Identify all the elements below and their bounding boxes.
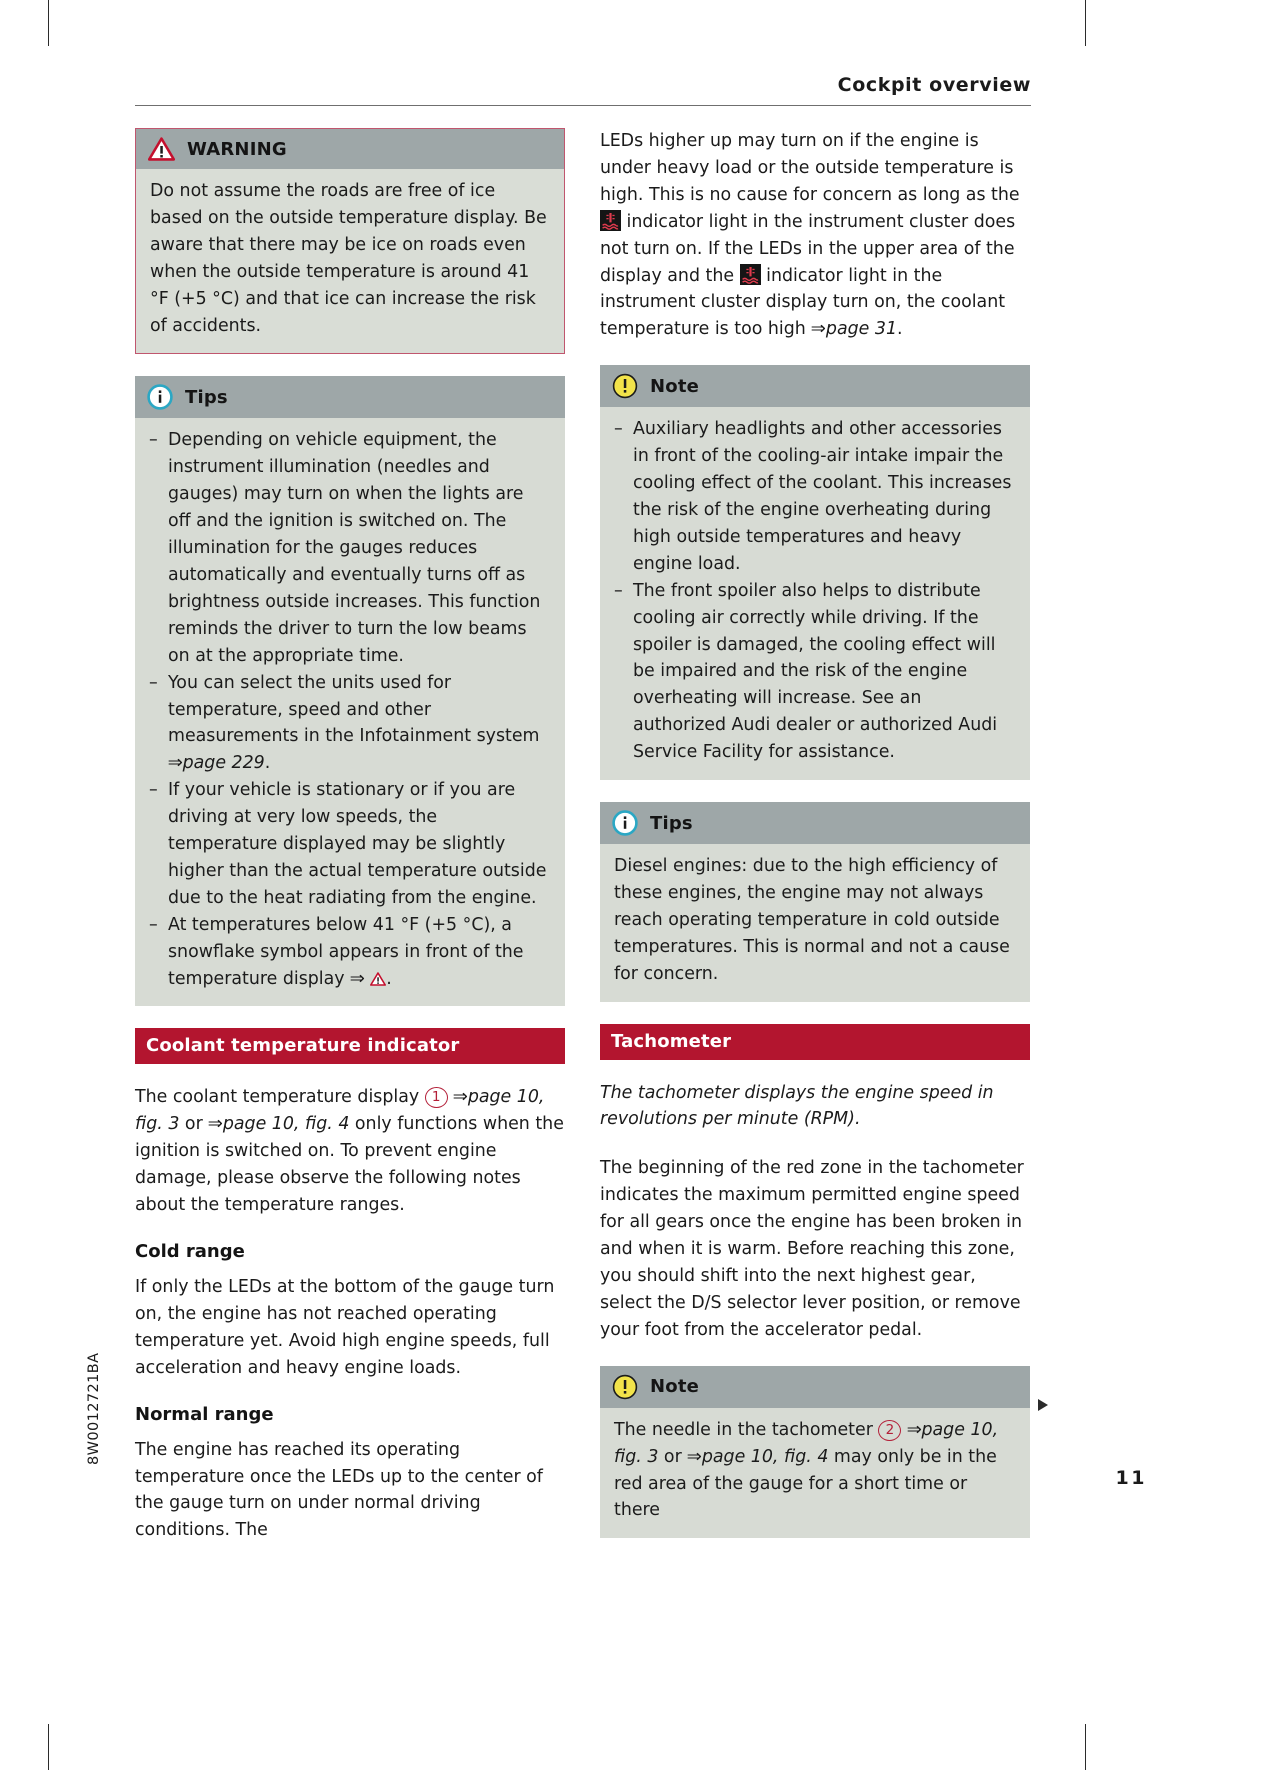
note-1-list <box>614 416 1016 766</box>
warning-box <box>135 128 565 354</box>
tachometer-heading: Tachometer <box>600 1024 1030 1060</box>
note-box-1-label: Note <box>650 375 700 397</box>
info-circle-icon <box>612 810 638 836</box>
intro-part1: LEDs higher up may turn on if the engine is under heavy load or the outside temperature is high. This is no cause for concern as long as the <box>600 131 1020 205</box>
inline-warning-triangle-icon <box>370 968 386 982</box>
note-box-1 <box>600 365 1030 780</box>
reference-arrow-icon: ⇒ <box>349 968 366 989</box>
callout-number-2: 2 <box>878 1420 901 1441</box>
left-column <box>135 128 565 1560</box>
tips-box-left <box>135 376 565 1006</box>
page-title: Cockpit overview <box>837 74 1031 96</box>
page-reference: page 10, fig. 3 <box>614 1419 999 1467</box>
note2-mid: or <box>658 1446 688 1467</box>
page-reference: page 10, fig. 3 <box>135 1087 545 1135</box>
intro-tail: . <box>897 319 903 340</box>
note-box-1-header <box>600 365 1030 407</box>
tips-box-left-label: Tips <box>185 386 228 408</box>
callout-number-1: 1 <box>425 1087 448 1108</box>
note-box-2-body <box>600 1408 1030 1539</box>
cold-range-text: If only the LEDs at the bottom of the gauge turn on, the engine has not reached operating temperature yet. Avoid high engine speeds, full acceleration and heavy engine loads. <box>135 1277 555 1378</box>
page-reference: page 31 <box>825 319 898 340</box>
intro-part3: indicator light in the instrument cluster display turn on, the coolant temperature is too high <box>600 265 1006 340</box>
normal-range-text: The engine has reached its operating temperature once the LEDs up to the center of the gauge turn on under normal driving conditions. The <box>135 1439 543 1541</box>
exclamation-circle-icon <box>612 373 638 399</box>
exclamation-circle-icon <box>612 1374 638 1400</box>
document-code: 8W0012721BA <box>86 1352 102 1465</box>
reference-arrow-icon: ⇒ <box>810 319 827 340</box>
warning-box-label: WARNING <box>187 138 287 160</box>
list-item-tail: . <box>386 968 392 989</box>
two-column-body <box>135 128 1031 1560</box>
list-item-text: At temperatures below 41 °F (+5 °C), a snowflake symbol appears in front of the temperature display <box>168 914 524 989</box>
page-reference: page 10, fig. 4 <box>222 1114 350 1135</box>
warning-triangle-icon <box>148 137 175 161</box>
warning-box-text: Do not assume the roads are free of ice based on the outside temperature display. Be aware that there may be ice on roads even when the outside temperature is around 41 °F (+5 °C) and that ice can increase the risk of accidents. <box>150 181 547 336</box>
reference-arrow-icon: ⇒ <box>686 1446 703 1467</box>
right-intro-paragraph <box>600 128 1030 343</box>
cold-range-heading: Cold range <box>135 1241 245 1262</box>
coolant-paragraph-part2: only functions when the ignition is switched on. To prevent engine damage, please observe the following notes about the temperature ranges. <box>135 1114 564 1216</box>
intro-part2: indicator light in the instrument cluster does not turn on. If the LEDs in the upper area of the display and the <box>600 211 1016 286</box>
page-reference: page 229 <box>182 753 265 774</box>
tips-box-right-body <box>600 844 1030 1002</box>
coolant-temperature-warning-icon <box>600 210 621 231</box>
note-box-2-text <box>614 1417 1016 1525</box>
tips-box-right <box>600 802 1030 1002</box>
reference-arrow-icon: ⇒ <box>167 753 183 774</box>
right-column <box>600 128 1030 1560</box>
crop-mark-bottom-left <box>48 1724 49 1770</box>
list-item-text: You can select the units used for temperature, speed and other measurements in the Infotainment system <box>168 672 540 747</box>
header-divider <box>135 105 1031 106</box>
crop-mark-top-left <box>48 0 49 46</box>
tips-box-right-label: Tips <box>650 812 693 834</box>
list-item-tail: . <box>264 753 271 774</box>
note-box-2 <box>600 1366 1030 1539</box>
note2-part2: may only be in the red area of the gauge for a short time or there <box>614 1446 997 1521</box>
coolant-paragraph-mid: or <box>179 1114 209 1135</box>
info-circle-icon <box>147 384 173 410</box>
tachometer-intro: The tachometer displays the engine speed in revolutions per minute (RPM). <box>600 1082 994 1130</box>
note2-part1: The needle in the tachometer <box>614 1419 879 1440</box>
list-item: – Depending on vehicle equipment, the instrument illumination (needles and gauges) may turn on when the lights are off and the ignition is switched on. The illumination for the gauges reduces automatically and eventually turns off as brightness outside increases. This function reminds the driver to turn the low beams on at the appropriate time. <box>149 427 551 669</box>
list-item <box>149 670 551 778</box>
coolant-paragraph-part1: The coolant temperature display <box>135 1087 425 1108</box>
note-box-2-label: Note <box>650 1376 700 1398</box>
coolant-temperature-indicator-heading: Coolant temperature indicator <box>135 1028 565 1064</box>
list-item: – The front spoiler also helps to distribute cooling air correctly while driving. If the spoiler is damaged, the cooling effect will be impaired and the risk of the engine overheating will increase. See an authorized Audi dealer or authorized Audi Service Facility for assistance. <box>614 578 1016 766</box>
normal-range-heading: Normal range <box>135 1403 274 1425</box>
continuation-arrow-icon <box>1038 1399 1048 1411</box>
reference-arrow-icon: ⇒ <box>906 1419 922 1440</box>
crop-mark-bottom-right <box>1085 1724 1086 1770</box>
tips-box-right-header <box>600 802 1030 844</box>
page-reference: page 10, fig. 4 <box>701 1446 829 1467</box>
tips-box-left-body <box>135 418 565 1006</box>
warning-box-header <box>136 129 564 169</box>
note-box-2-header <box>600 1366 1030 1408</box>
tachometer-paragraph: The beginning of the red zone in the tachometer indicates the maximum permitted engine speed for all gears once the engine has been broken in and when it is warm. Before reaching this zone, you should shift into the next highest gear, select the D/S selector lever position, or remove your foot from the accelerator pedal. <box>600 1158 1024 1340</box>
crop-mark-top-right <box>1085 0 1086 46</box>
page-number: 11 <box>1115 1467 1147 1489</box>
tips-box-left-header <box>135 376 565 418</box>
warning-box-body <box>136 169 564 353</box>
note-box-1-body <box>600 407 1030 780</box>
list-item: – If your vehicle is stationary or if you are driving at very low speeds, the temperature displayed may be slightly higher than the actual temperature outside due to the heat radiating from the engine. <box>149 777 551 912</box>
tips-left-list <box>149 427 551 992</box>
reference-arrow-icon: ⇒ <box>452 1087 469 1108</box>
list-item: – Auxiliary headlights and other accessories in front of the cooling-air intake impair the cooling effect of the coolant. This increases the risk of the engine overheating during high outside temperatures and heavy engine load. <box>614 416 1016 577</box>
coolant-temperature-warning-icon <box>740 264 761 285</box>
tips-box-right-text: Diesel engines: due to the high efficiency of these engines, the engine may not always reach operating temperature in cold outside temperatures. This is normal and not a cause for concern. <box>614 856 1010 984</box>
page-header <box>135 74 1031 106</box>
coolant-paragraph <box>135 1084 565 1219</box>
list-item <box>149 912 551 993</box>
reference-arrow-icon: ⇒ <box>207 1114 224 1135</box>
